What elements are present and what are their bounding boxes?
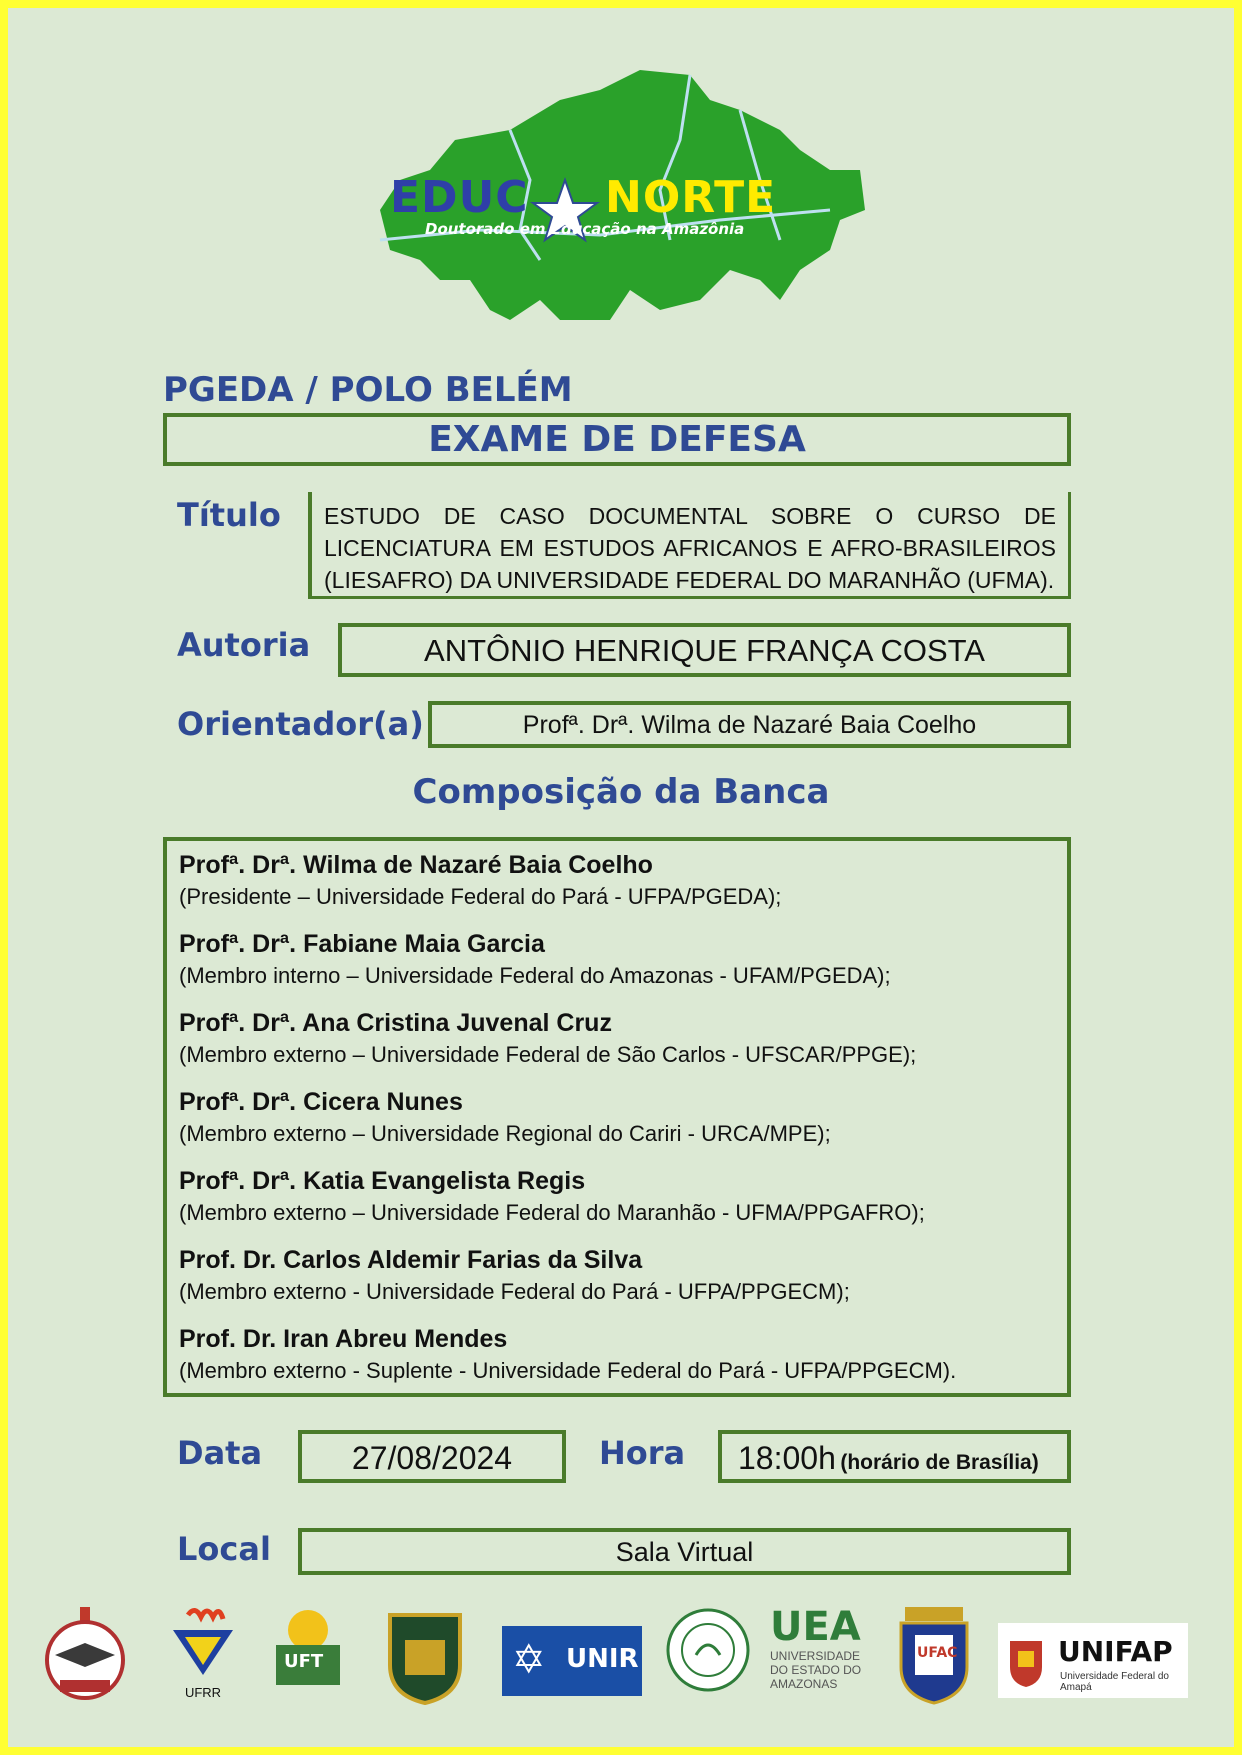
member-name: Prof. Dr. Carlos Aldemir Farias da Silva xyxy=(179,1246,643,1274)
member-name: Profª. Drª. Wilma de Nazaré Baia Coelho xyxy=(179,851,653,879)
program-heading: PGEDA / POLO BELÉM xyxy=(163,370,573,410)
autoria-value: ANTÔNIO HENRIQUE FRANÇA COSTA xyxy=(424,633,985,668)
member-name: Profª. Drª. Ana Cristina Juvenal Cruz xyxy=(179,1009,612,1037)
member-affiliation: (Membro externo - Suplente - Universidade Federal do Pará - UFPA/PPGECM). xyxy=(179,1358,957,1383)
banca-box xyxy=(163,837,1071,1397)
member-affiliation: (Presidente – Universidade Federal do Pará - UFPA/PGEDA); xyxy=(179,884,782,909)
orientador-box xyxy=(428,701,1071,748)
banca-member xyxy=(179,1167,1055,1226)
titulo-label: Título xyxy=(177,496,281,534)
unifap-logo xyxy=(998,1623,1188,1698)
local-label: Local xyxy=(177,1530,271,1568)
banca-member xyxy=(179,1325,1055,1384)
event-title: EXAME DE DEFESA xyxy=(428,419,806,460)
banca-heading: Composição da Banca xyxy=(412,772,830,812)
hora-label: Hora xyxy=(599,1434,686,1472)
member-name: Profª. Drª. Fabiane Maia Garcia xyxy=(179,930,545,958)
member-name: Profª. Drª. Cicera Nunes xyxy=(179,1088,463,1116)
member-affiliation: (Membro externo – Universidade Federal de São Carlos - UFSCAR/PPGE); xyxy=(179,1042,917,1067)
hora-note: (horário de Brasília) xyxy=(840,1451,1039,1474)
data-label: Data xyxy=(177,1434,263,1472)
ufam-logo xyxy=(666,1605,750,1705)
orientador-label: Orientador(a) xyxy=(177,705,424,743)
member-name: Prof. Dr. Iran Abreu Mendes xyxy=(179,1325,508,1353)
titulo-value: ESTUDO DE CASO DOCUMENTAL SOBRE O CURSO DE LICENCIATURA EM ESTUDOS AFRICANOS E AFRO-BRASILEIROS (LIESAFRO) DA UNIVERSIDADE FEDERAL DO MARANHÃO (UFMA). xyxy=(324,503,1056,593)
uft-text: UFT xyxy=(284,1651,324,1672)
educ-norte-logo xyxy=(360,60,870,330)
banca-member xyxy=(179,1088,1055,1147)
ufpa-logo xyxy=(40,1605,130,1705)
uft-crest-icon xyxy=(268,1605,348,1695)
banca-member xyxy=(179,851,1055,910)
hora-value: 18:00h xyxy=(738,1440,836,1476)
uft-logo xyxy=(268,1605,348,1705)
hora-box xyxy=(718,1430,1071,1483)
banca-member xyxy=(179,930,1055,989)
event-title-box xyxy=(163,413,1071,466)
orientador-value: Profª. Drª. Wilma de Nazaré Baia Coelho xyxy=(522,711,977,739)
autoria-label: Autoria xyxy=(177,626,311,664)
ufrr-text: UFRR xyxy=(184,1685,222,1700)
uea-subtitle: UNIVERSIDADE DO ESTADO DO AMAZONAS xyxy=(770,1649,862,1691)
local-value: Sala Virtual xyxy=(615,1537,754,1567)
data-value: 27/08/2024 xyxy=(351,1440,513,1476)
data-box xyxy=(298,1430,566,1483)
banca-member xyxy=(179,1246,1055,1305)
local-box xyxy=(298,1528,1071,1575)
ufrr-crest-icon xyxy=(163,1605,243,1680)
ufam-seal-icon xyxy=(666,1605,750,1695)
uea-text: UEA xyxy=(770,1604,861,1650)
member-affiliation: (Membro externo – Universidade Federal do Maranhão - UFMA/PPGAFRO); xyxy=(179,1200,925,1225)
ufopa-logo xyxy=(380,1605,470,1705)
member-affiliation: (Membro interno – Universidade Federal do Amazonas - UFAM/PGEDA); xyxy=(179,963,891,988)
member-affiliation: (Membro externo - Universidade Federal do Pará - UFPA/PPGECM); xyxy=(179,1279,850,1304)
banca-member xyxy=(179,1009,1055,1068)
ufpa-crest-icon xyxy=(40,1605,130,1705)
uea-logo xyxy=(770,1605,866,1705)
logo-right-text: NORTE xyxy=(605,172,777,223)
logo-subtitle: Doutorado em Educação na Amazônia xyxy=(425,220,745,238)
autoria-box xyxy=(338,623,1071,677)
ufac-text: UFAC xyxy=(917,1645,958,1661)
logo-left-text: EDUC xyxy=(390,172,529,223)
unifap-subtitle: Universidade Federal do Amapá xyxy=(1060,1671,1169,1693)
unifap-crest-icon xyxy=(1006,1633,1046,1689)
unir-logo xyxy=(502,1626,642,1696)
unifap-text: UNIFAP xyxy=(1058,1635,1173,1668)
unir-text: UNIR xyxy=(566,1644,639,1674)
ufrr-logo xyxy=(163,1605,243,1705)
unir-star-icon: ✡ xyxy=(512,1638,546,1682)
member-name: Profª. Drª. Katia Evangelista Regis xyxy=(179,1167,586,1195)
titulo-box xyxy=(308,492,1071,599)
ufopa-shield-icon xyxy=(380,1605,470,1705)
ufac-logo xyxy=(895,1605,973,1705)
member-affiliation: (Membro externo – Universidade Regional do Cariri - URCA/MPE); xyxy=(179,1121,831,1146)
